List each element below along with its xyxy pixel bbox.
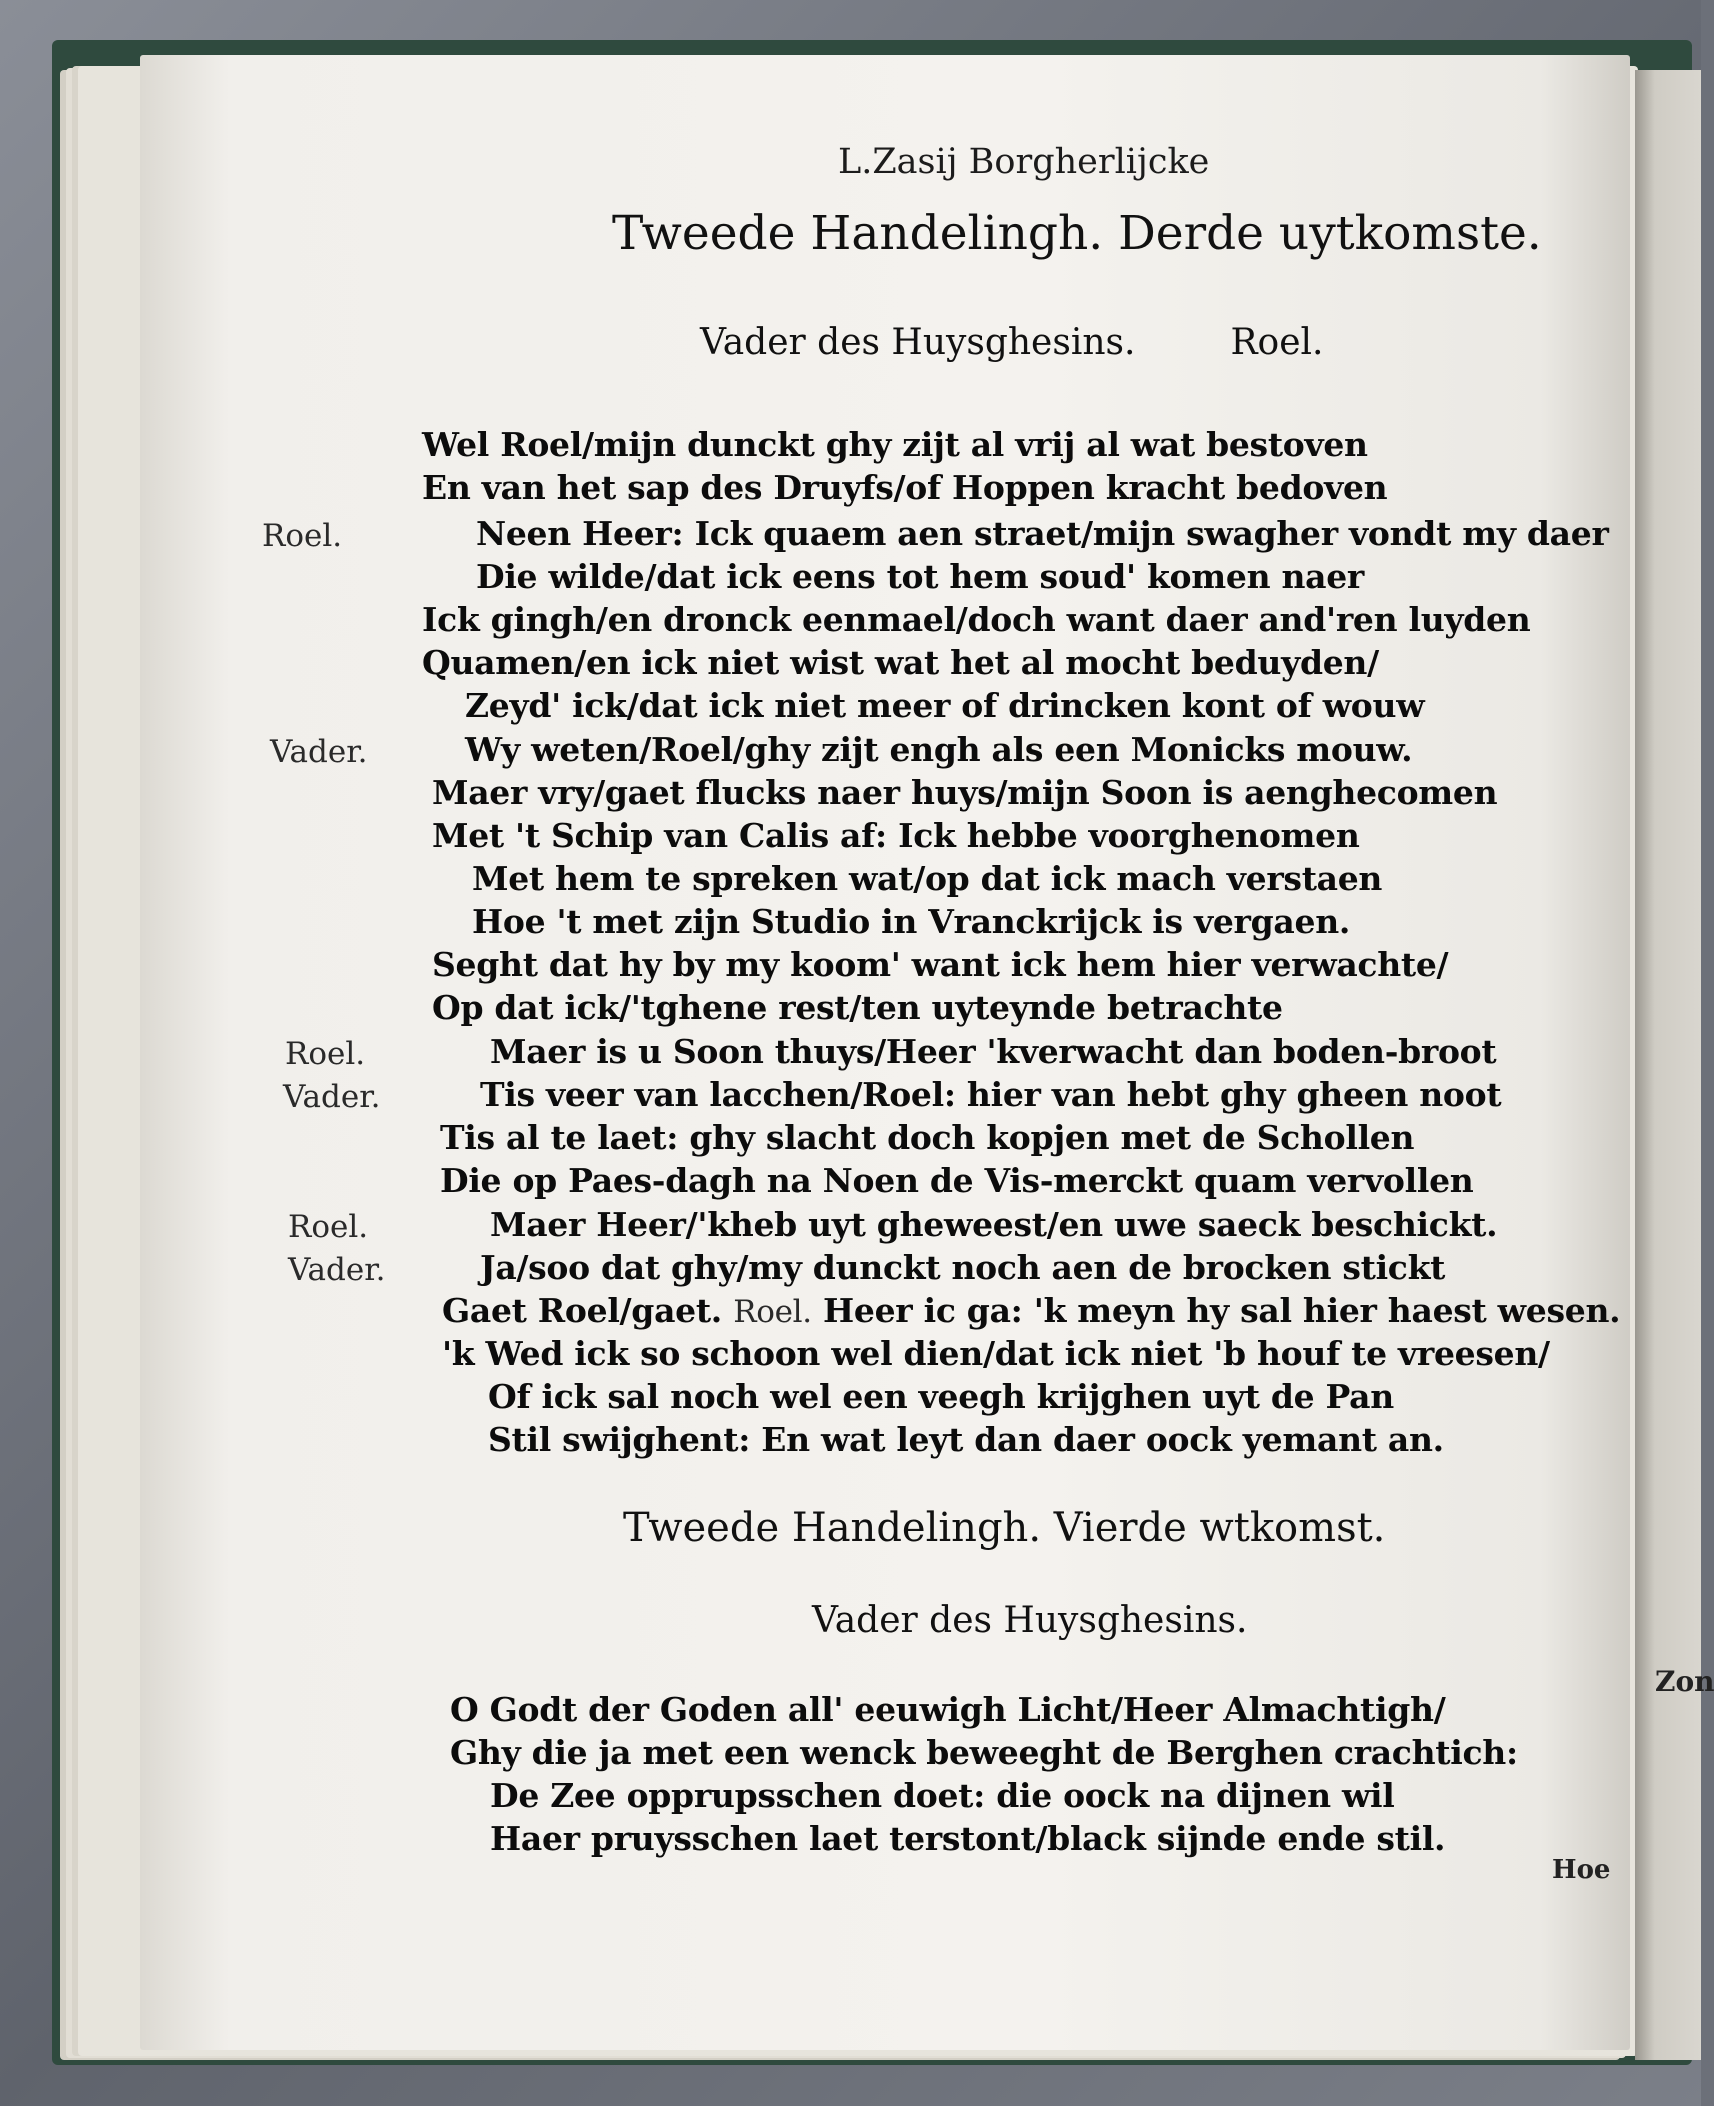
- verse-line: Met hem te spreken wat/op dat ick mach verstaen: [472, 859, 1383, 898]
- verse-line: En van het sap des Druyfs/of Hoppen kracht bedoven: [422, 468, 1388, 507]
- verse-line: Of ick sal noch wel een veegh krijghen uyt de Pan: [488, 1377, 1394, 1416]
- verse-line: Ghy die ja met een wenck beweeght de Berghen crachtich:: [450, 1733, 1518, 1772]
- verse-line: De Zee opprupsschen doet: die oock na dijnen wil: [490, 1776, 1395, 1815]
- verse-line: Neen Heer: Ick quaem aen straet/mijn swagher vondt my daer: [476, 514, 1609, 553]
- speaker-name: Roel.: [1230, 322, 1324, 363]
- verse-line: Die wilde/dat ick eens tot hem soud' komen naer: [476, 557, 1365, 596]
- verse-line: Maer is u Soon thuys/Heer 'kverwacht dan boden-broot: [490, 1032, 1497, 1071]
- section-heading-2: Tweede Handelingh. Vierde wtkomst.: [623, 1505, 1386, 1551]
- verse-line: Hoe 't met zijn Studio in Vranckrijck is vergaen.: [472, 902, 1351, 941]
- verse-line: Met 't Schip van Calis af: Ick hebbe voorghenomen: [432, 816, 1360, 855]
- verse-line: Maer Heer/'kheb uyt gheweest/en uwe saeck beschickt.: [490, 1205, 1498, 1244]
- speaker-label: Vader.: [270, 734, 368, 770]
- verse-line: Op dat ick/'tghene rest/ten uyteynde betrachte: [432, 988, 1283, 1027]
- speaker-name: Vader des Huysghesins.: [700, 322, 1136, 363]
- speaker-label: Vader.: [283, 1079, 381, 1115]
- inline-speaker-label: Roel.: [733, 1294, 812, 1330]
- verse-line: Tis veer van lacchen/Roel: hier van hebt ghy gheen noot: [480, 1075, 1502, 1114]
- running-head: L.Zasij Borgherlijcke: [838, 142, 1210, 182]
- verse-line: Haer pruysschen laet terstont/black sijnde ende stil.: [490, 1819, 1446, 1858]
- verse-line: Zeyd' ick/dat ick niet meer of drincken kont of wouw: [465, 686, 1425, 725]
- verse-line: Die op Paes-dagh na Noen de Vis-merckt quam vervollen: [440, 1161, 1474, 1200]
- verse-line: Stil swijghent: En wat leyt dan daer oock yemant an.: [488, 1420, 1444, 1459]
- speaker-label: Roel.: [288, 1209, 369, 1245]
- verse-line: O Godt der Goden all' eeuwigh Licht/Heer Almachtigh/: [450, 1690, 1446, 1729]
- verse-line: Ja/soo dat ghy/my dunckt noch aen de brocken stickt: [480, 1248, 1446, 1287]
- verse-line-part: Gaet Roel/gaet.: [442, 1291, 722, 1330]
- verse-line: Tis al te laet: ghy slacht doch kopjen met de Schollen: [440, 1118, 1415, 1157]
- section-heading-1: Tweede Handelingh. Derde uytkomste.: [612, 206, 1542, 261]
- facing-page-edge: [1635, 70, 1701, 2060]
- facing-page-fragment: Zon: [1655, 1665, 1714, 1698]
- verse-line-part: Heer ic ga: 'k meyn hy sal hier haest wesen.: [823, 1291, 1621, 1330]
- speaker-label: Roel.: [262, 518, 343, 554]
- speaker-heading-1: [700, 322, 1324, 363]
- verse-line: Maer vry/gaet flucks naer huys/mijn Soon is aenghecomen: [432, 773, 1498, 812]
- verse-line: Quamen/en ick niet wist wat het al mocht beduyden/: [422, 643, 1379, 682]
- verse-line: Wel Roel/mijn dunckt ghy zijt al vrij al wat bestoven: [422, 425, 1368, 464]
- verse-line: Ick gingh/en dronck eenmael/doch want daer and'ren luyden: [422, 600, 1531, 639]
- verse-line: 'k Wed ick so schoon wel dien/dat ick niet 'b houf te vreesen/: [442, 1334, 1550, 1373]
- speaker-label: Roel.: [285, 1036, 366, 1072]
- verse-line: Wy weten/Roel/ghy zijt engh als een Monicks mouw.: [465, 730, 1413, 769]
- speaker-label: Vader.: [288, 1252, 386, 1288]
- catchword: Hoe: [1552, 1855, 1611, 1885]
- speaker-heading-2: Vader des Huysghesins.: [812, 1600, 1248, 1641]
- verse-line: Seght dat hy by my koom' want ick hem hier verwachte/: [432, 945, 1449, 984]
- verse-line: [442, 1291, 1620, 1330]
